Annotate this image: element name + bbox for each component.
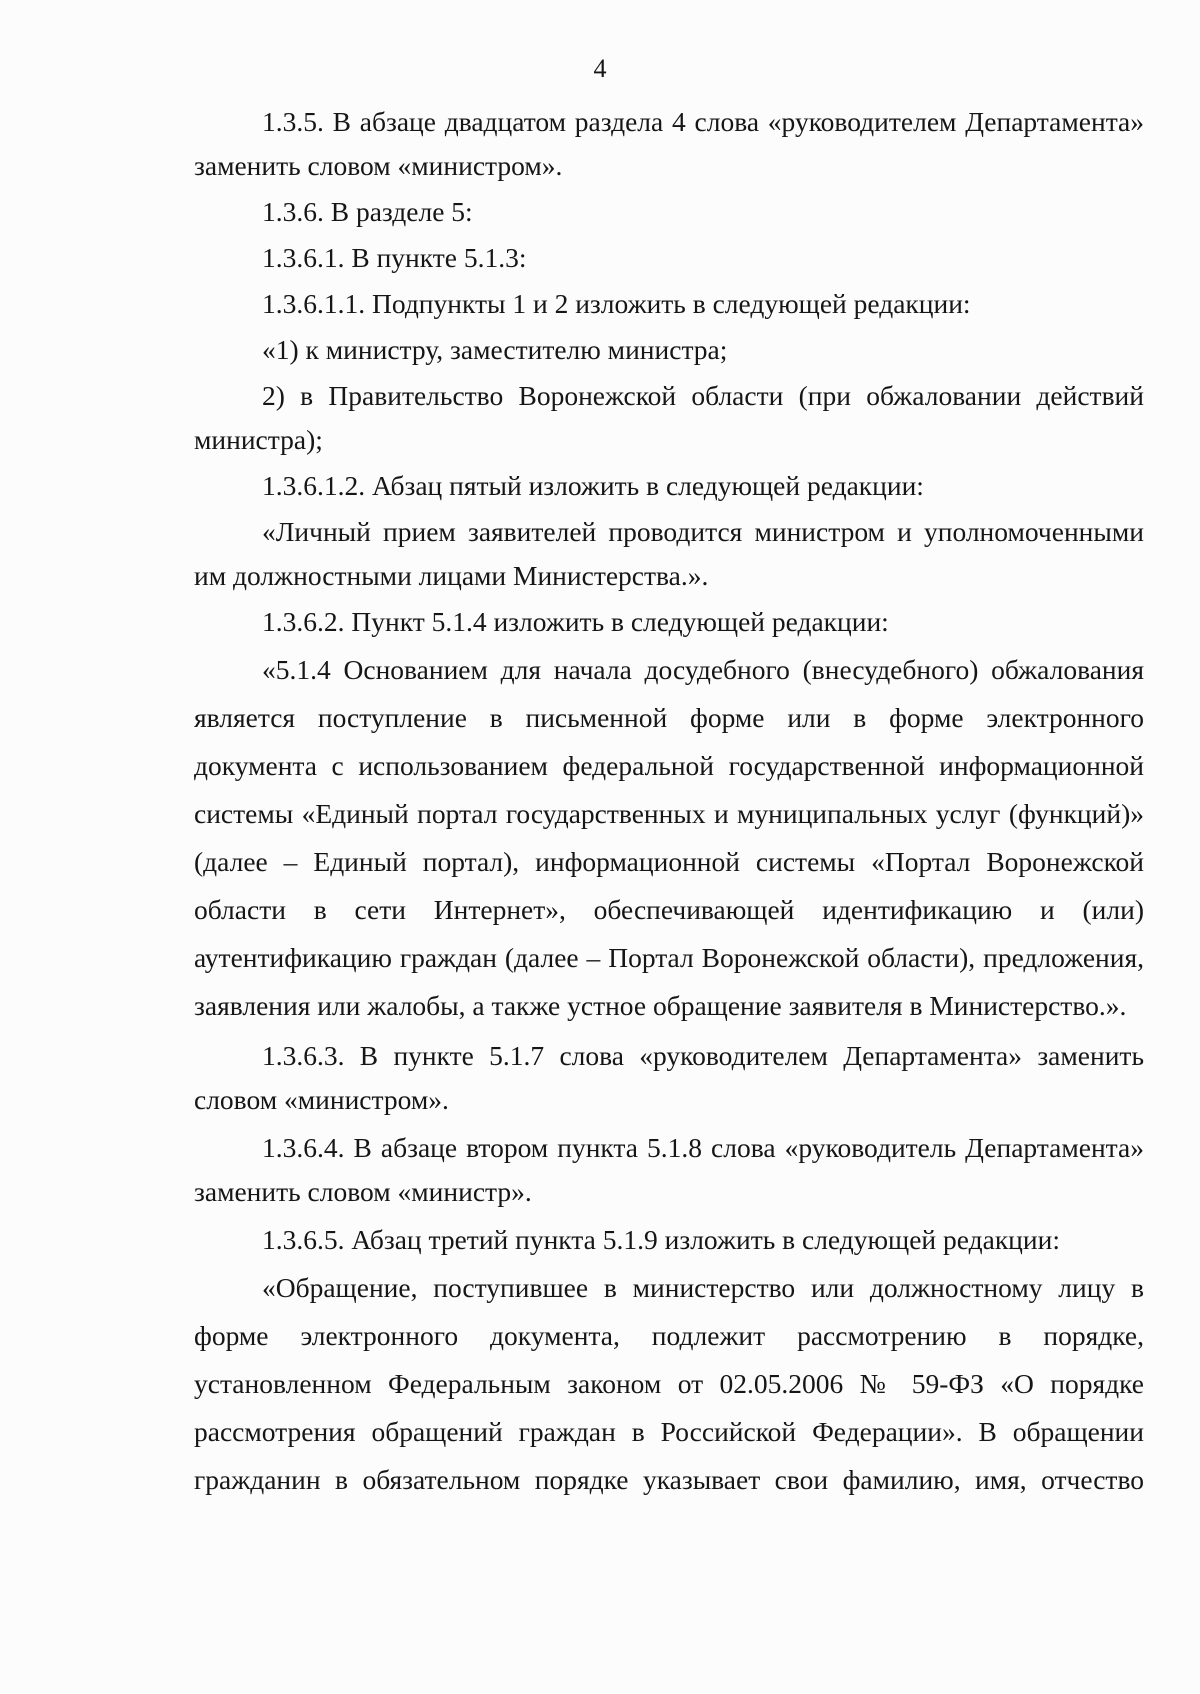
paragraph-1-3-6-1-2: 1.3.6.1.2. Абзац пятый изложить в следующей редакции: — [262, 470, 924, 501]
document-body — [194, 100, 1144, 1504]
paragraph-1-3-6-3: 1.3.6.3. В пункте 5.1.7 слова «руководителем Департамента» заменить словом «министром». — [194, 1040, 1144, 1115]
paragraph-5-1-4-text: «5.1.4 Основанием для начала досудебного (внесудебного) обжалования является поступление в письменной форме или в форме электронного документа с использованием федеральной государственной информационной системы «Единый портал государственных и муниципальных услуг (функций)» (далее – Единый портал), информационной системы «Портал Воронежской области в сети Интернет», обеспечивающей идентификацию и (или) аутентификацию граждан (далее – Портал Воронежской области), предложения, заявления или жалобы, а также устное обращение заявителя в Министерство.». — [194, 654, 1144, 1021]
paragraph-subitem-1: «1) к министру, заместителю министра; — [262, 334, 728, 365]
paragraph-1-3-6-1-1: 1.3.6.1.1. Подпункты 1 и 2 изложить в следующей редакции: — [262, 288, 971, 319]
paragraph-1-3-6-1: 1.3.6.1. В пункте 5.1.3: — [262, 242, 527, 273]
paragraph-1-3-6: 1.3.6. В разделе 5: — [262, 196, 473, 227]
paragraph-1-3-6-4: 1.3.6.4. В абзаце втором пункта 5.1.8 слова «руководитель Департамента» заменить словом «министр». — [194, 1132, 1144, 1207]
page-number: 4 — [593, 54, 607, 83]
paragraph-1-3-6-5: 1.3.6.5. Абзац третий пункта 5.1.9 изложить в следующей редакции: — [262, 1224, 1060, 1255]
paragraph-appeal-text: «Обращение, поступившее в министерство или должностному лицу в форме электронного документа, подлежит рассмотрению в порядке, установленном Федеральным законом от 02.05.2006 № 59-ФЗ «О порядке рассмотрения обращений граждан в Российской Федерации». В обращении гражданин в обязательном порядке указывает свои фамилию, имя, отчество — [194, 1272, 1144, 1495]
paragraph-1-3-5: 1.3.5. В абзаце двадцатом раздела 4 слова «руководителем Департамента» заменить словом «министром». — [194, 106, 1144, 181]
paragraph-subitem-2: 2) в Правительство Воронежской области (при обжаловании действий министра); — [194, 380, 1144, 455]
paragraph-1-3-6-2: 1.3.6.2. Пункт 5.1.4 изложить в следующей редакции: — [262, 606, 889, 637]
paragraph-personal-reception: «Личный прием заявителей проводится министром и уполномоченными им должностными лицами Министерства.». — [194, 516, 1144, 591]
